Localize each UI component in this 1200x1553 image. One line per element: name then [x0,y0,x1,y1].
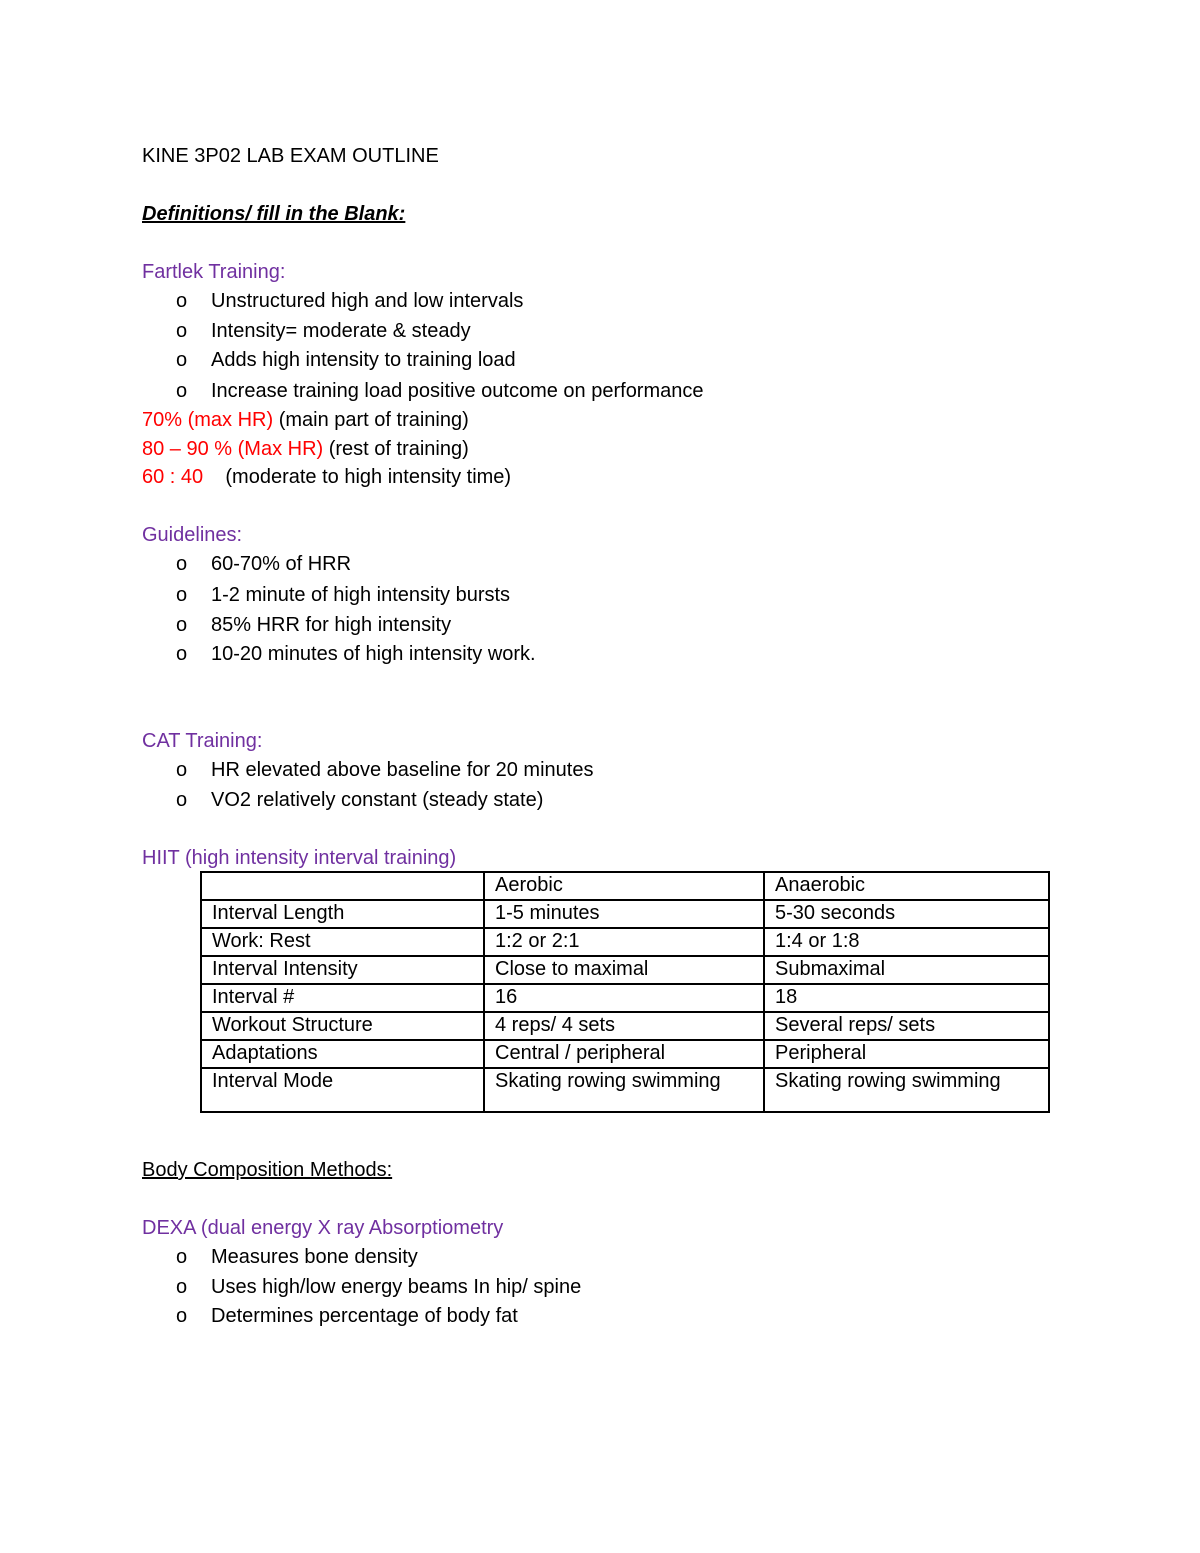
table-cell: Several reps/ sets [764,1012,1049,1040]
table-row [201,928,1049,956]
cat-bullet: o VO2 relatively constant (steady state) [176,789,544,811]
table-cell: Skating rowing swimming [764,1068,1049,1112]
bullet-marker: o [176,320,188,342]
guidelines-bullet: o 85% HRR for high intensity [176,614,452,636]
bullet-marker: o [176,290,188,312]
table-cell: 1-5 minutes [484,900,764,928]
table-row [201,900,1049,928]
bullet-marker: o [176,1276,188,1298]
hiit-heading: HIIT (high intensity interval training) [142,847,457,869]
fartlek-bullet: o Increase training load positive outcome on performance [176,380,704,402]
guidelines-heading: Guidelines: [142,524,243,546]
fartlek-bullet: o Adds high intensity to training load [176,349,516,371]
table-cell: Skating rowing swimming [484,1068,764,1112]
bullet-marker: o [176,614,188,636]
dexa-bullet: o Determines percentage of body fat [176,1305,518,1327]
table-cell: 16 [484,984,764,1012]
table-header-cell: Anaerobic [764,872,1049,900]
dexa-bullet: o Measures bone density [176,1246,418,1268]
bullet-marker: o [176,584,188,606]
table-cell: Interval Mode [201,1068,484,1112]
table-row [201,1040,1049,1068]
bullet-marker: o [176,789,188,811]
guidelines-bullet: o 10-20 minutes of high intensity work. [176,643,536,665]
table-cell: Peripheral [764,1040,1049,1068]
table-cell: 18 [764,984,1049,1012]
bullet-marker: o [176,643,188,665]
table-cell: Central / peripheral [484,1040,764,1068]
table-cell: 1:2 or 2:1 [484,928,764,956]
table-cell: Adaptations [201,1040,484,1068]
table-cell: Interval Intensity [201,956,484,984]
table-row [201,1068,1049,1112]
fartlek-bullet: o Unstructured high and low intervals [176,290,524,312]
fartlek-note: 70% (max HR) (main part of training) [142,409,469,431]
table-cell: Submaximal [764,956,1049,984]
table-header-cell [201,872,484,900]
bullet-marker: o [176,380,188,402]
fartlek-bullet: o Intensity= moderate & steady [176,320,471,342]
cat-heading: CAT Training: [142,730,263,752]
table-cell: 1:4 or 1:8 [764,928,1049,956]
bullet-marker: o [176,1246,188,1268]
table-cell: Close to maximal [484,956,764,984]
fartlek-note: 60 : 40 (moderate to high intensity time) [142,466,512,488]
table-cell: 4 reps/ 4 sets [484,1012,764,1040]
table-cell: Workout Structure [201,1012,484,1040]
table-cell: Interval # [201,984,484,1012]
guidelines-bullet: o 60-70% of HRR [176,553,352,575]
definitions-heading: Definitions/ fill in the Blank: [142,203,406,225]
bullet-marker: o [176,1305,188,1327]
table-row [201,956,1049,984]
bullet-marker: o [176,553,188,575]
cat-bullet: o HR elevated above baseline for 20 minutes [176,759,594,781]
table-header-row [201,872,1049,900]
table-header-cell: Aerobic [484,872,764,900]
document-title: KINE 3P02 LAB EXAM OUTLINE [142,145,439,167]
table-cell: Interval Length [201,900,484,928]
fartlek-heading: Fartlek Training: [142,261,286,283]
dexa-bullet: o Uses high/low energy beams In hip/ spine [176,1276,582,1298]
hiit-table [200,871,1050,1113]
table-row [201,984,1049,1012]
body-composition-heading: Body Composition Methods: [142,1159,393,1181]
fartlek-note: 80 – 90 % (Max HR) (rest of training) [142,438,469,460]
bullet-marker: o [176,349,188,371]
table-cell: 5-30 seconds [764,900,1049,928]
dexa-heading: DEXA (dual energy X ray Absorptiometry [142,1217,504,1239]
table-cell: Work: Rest [201,928,484,956]
guidelines-bullet: o 1-2 minute of high intensity bursts [176,584,511,606]
bullet-marker: o [176,759,188,781]
table-row [201,1012,1049,1040]
